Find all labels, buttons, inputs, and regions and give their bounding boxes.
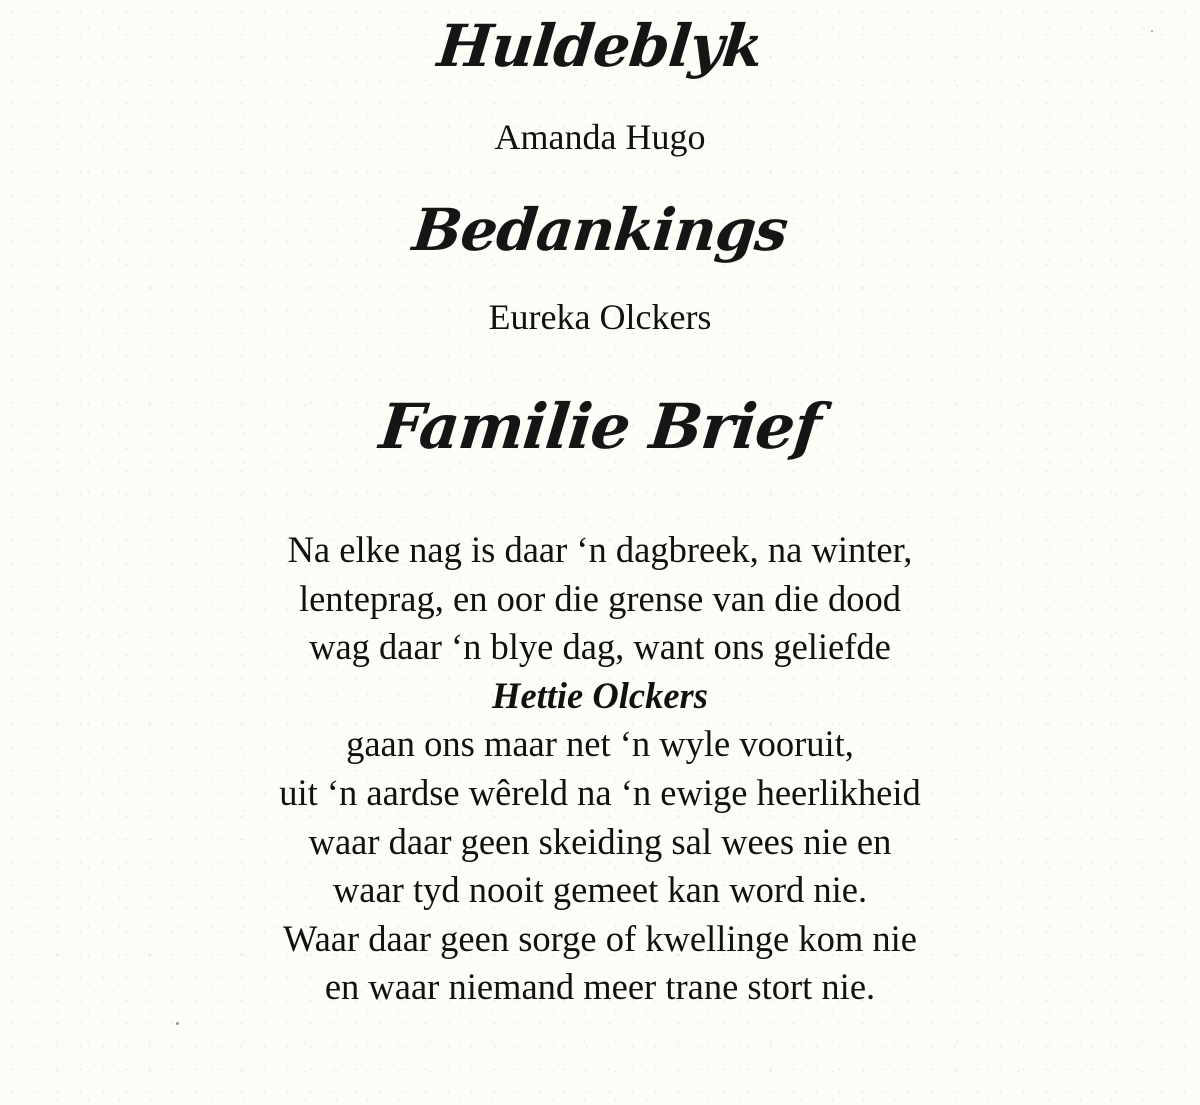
scan-speck xyxy=(176,1022,179,1025)
huldeblyk-speaker-name: Amanda Hugo xyxy=(494,117,706,157)
poem-line: gaan ons maar net ‘n wyle vooruit, xyxy=(346,723,854,765)
familie-brief-poem xyxy=(0,526,1200,1012)
bedankings-speaker-name: Eureka Olckers xyxy=(488,297,712,337)
scan-speck xyxy=(1151,30,1153,32)
familie-brief-heading: Familie Brief xyxy=(376,390,824,463)
deceased-name: Hettie Olckers xyxy=(492,674,708,716)
poem-line: lenteprag, en oor die grense van die dood xyxy=(298,577,902,619)
poem-line: en waar niemand meer trane stort nie. xyxy=(324,966,876,1008)
huldeblyk-heading: Huldeblyk xyxy=(434,12,766,80)
poem-line: waar tyd nooit gemeet kan word nie. xyxy=(332,869,868,911)
poem-line: Na elke nag is daar ‘n dagbreek, na winter, xyxy=(287,529,913,570)
poem-line: Waar daar geen sorge of kwellinge kom nie xyxy=(283,917,917,959)
poem-line: uit ‘n aardse wêreld na ‘n ewige heerlikheid xyxy=(279,771,921,813)
poem-line: wag daar ‘n blye dag, want ons geliefde xyxy=(309,626,891,668)
bedankings-heading: Bedankings xyxy=(409,196,791,264)
poem-line: waar daar geen skeiding sal wees nie en xyxy=(308,820,892,862)
